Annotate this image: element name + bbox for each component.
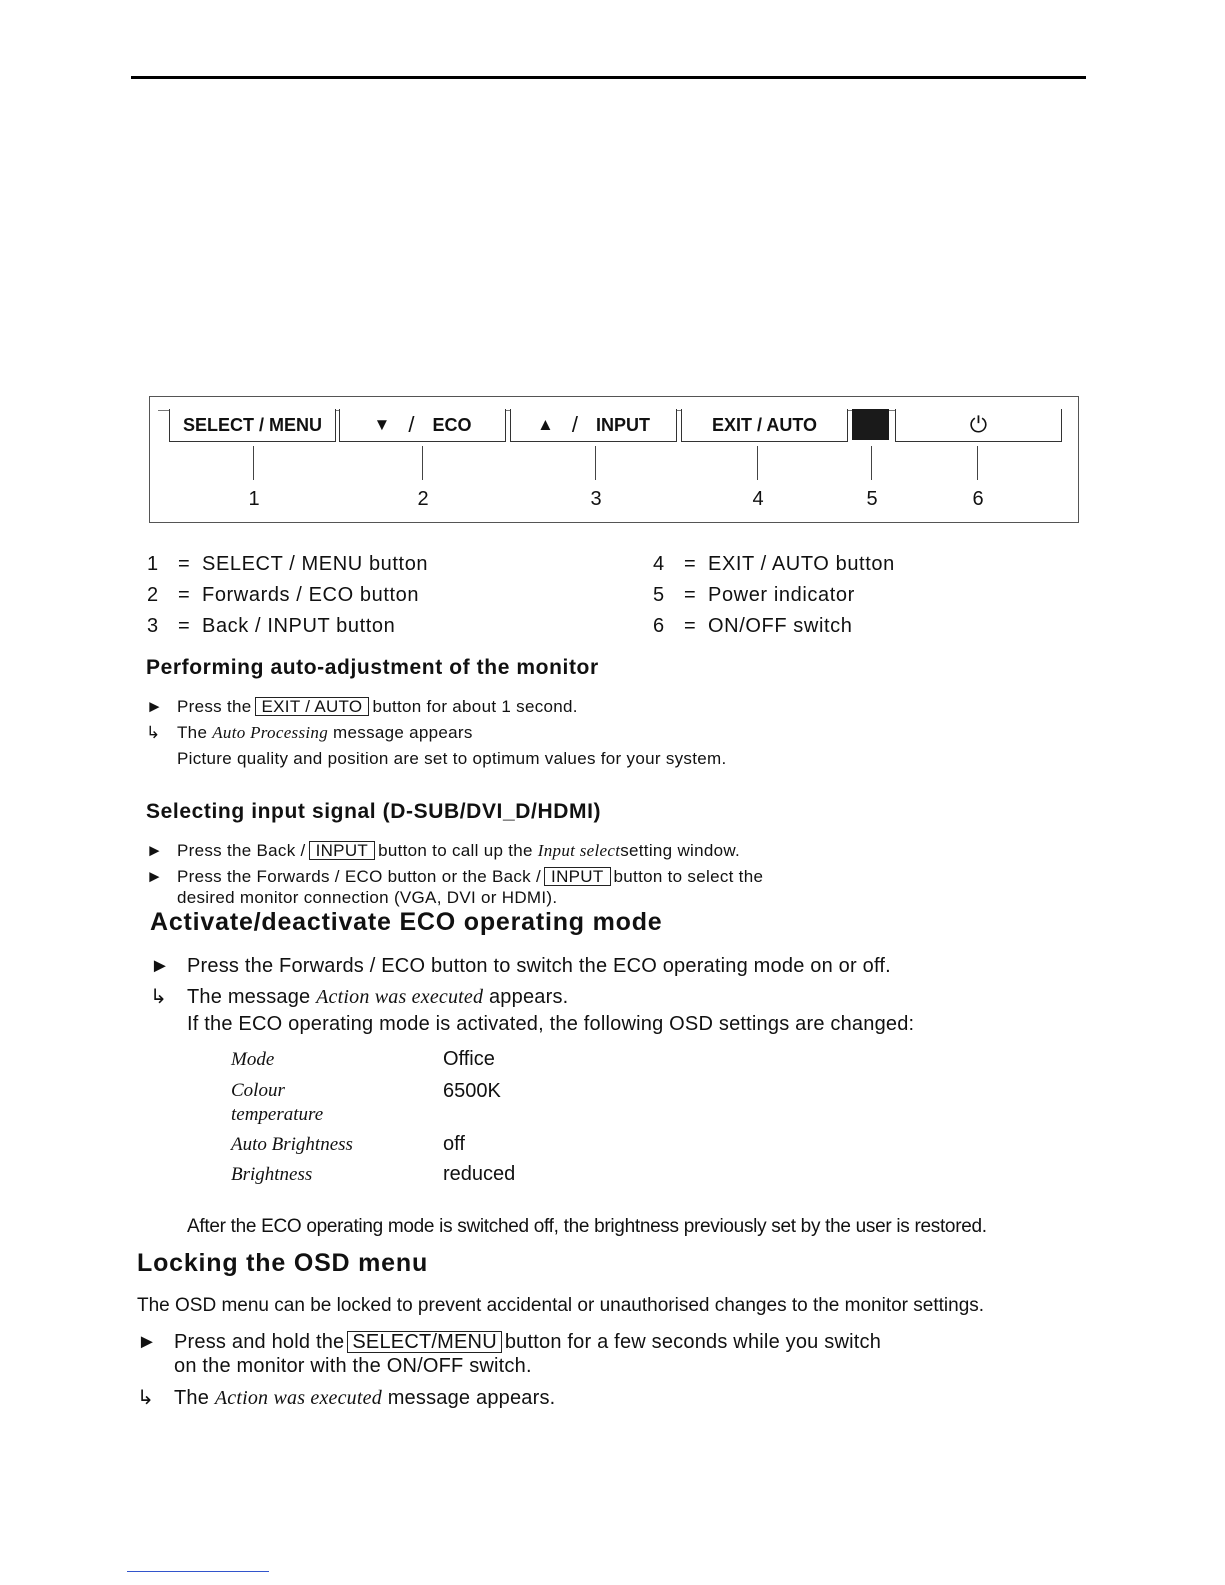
legend-text: ON/OFF switch [708, 615, 853, 637]
legend-equals: = [178, 584, 191, 606]
eco-label: ECO [432, 414, 472, 435]
callout-number: 1 [248, 488, 260, 510]
step-text: setting window. [620, 841, 741, 860]
key-label: INPUT [309, 841, 376, 860]
legend-equals: = [178, 615, 191, 637]
step-text: button for a few seconds while you switch [504, 1331, 882, 1353]
button-separator: / [408, 412, 415, 437]
osd-setting-value: 6500K [443, 1080, 501, 1102]
top-rule [131, 76, 1086, 79]
key-label: SELECT/MENU [347, 1331, 501, 1353]
step-text: Press the Forwards / ECO button to switch the ECO operating mode on or off. [187, 955, 891, 977]
callout-number: 3 [590, 488, 602, 510]
callout-number: 4 [752, 488, 764, 510]
legend-text: SELECT / MENU button [202, 553, 429, 575]
action-step [150, 955, 891, 978]
osd-setting-value: off [443, 1133, 465, 1155]
callout-line [595, 446, 596, 480]
exit-auto-label: EXIT / AUTO [711, 414, 817, 435]
osd-setting-label: Colour [231, 1080, 285, 1101]
callout-line [422, 446, 423, 480]
step-text: Press the Back / [177, 841, 306, 860]
section-heading: Locking the OSD menu [137, 1249, 429, 1277]
message-name: Action was executed [316, 986, 484, 1008]
osd-setting-label: Brightness [231, 1164, 313, 1185]
result-detail: Picture quality and position are set to optimum values for your system. [177, 749, 727, 768]
footer-link-underline [127, 1571, 269, 1572]
step-text: Press the Forwards / ECO button or the Back / [177, 867, 542, 886]
message-name: Auto Processing [212, 723, 329, 742]
button-separator: / [571, 412, 578, 437]
step-text: The [174, 1387, 210, 1409]
power-icon: ⏻ [969, 412, 988, 437]
action-arrow-icon: ► [150, 955, 170, 977]
section-heading: Performing auto-adjustment of the monitor [146, 656, 599, 679]
step-continuation: on the monitor with the ON/OFF switch. [174, 1355, 532, 1377]
action-arrow-icon: ► [146, 867, 164, 886]
action-step [146, 867, 763, 887]
section-heading: Activate/deactivate ECO operating mode [150, 908, 663, 936]
step-text: button to call up the [378, 841, 533, 860]
result-detail: If the ECO operating mode is activated, the following OSD settings are changed: [187, 1013, 915, 1035]
exit-auto-button [681, 409, 848, 442]
step-text: The message [187, 986, 311, 1008]
eco-button [339, 409, 506, 442]
input-button [510, 409, 677, 442]
callout-number: 6 [972, 488, 984, 510]
action-step [146, 697, 578, 717]
legend-number: 3 [147, 615, 159, 637]
legend-equals: = [684, 615, 697, 637]
step-text: Press the [177, 697, 252, 716]
osd-setting-label: Mode [231, 1049, 275, 1070]
action-arrow-icon: ► [146, 841, 164, 860]
callout-line [757, 446, 758, 480]
legend-text: Power indicator [708, 584, 855, 606]
action-step [137, 1331, 881, 1354]
eco-after-note: After the ECO operating mode is switched off, the brightness previously set by the user is restored. [187, 1216, 987, 1237]
action-arrow-icon: ► [146, 697, 164, 716]
section-heading: Selecting input signal (D-SUB/DVI_D/HDMI) [146, 800, 602, 823]
step-text: button for about 1 second. [372, 697, 578, 716]
legend-item [147, 553, 428, 576]
select-menu-label: SELECT / MENU [182, 414, 322, 435]
callout-line [871, 446, 872, 480]
power-indicator [852, 409, 889, 440]
legend-item [653, 584, 855, 607]
window-name: Input select [537, 841, 621, 860]
legend-equals: = [178, 553, 191, 575]
osd-setting-label: Auto Brightness [231, 1134, 353, 1155]
step-text: button to select the [613, 867, 764, 886]
legend-equals: = [684, 584, 697, 606]
result-arrow-icon: ↳ [146, 723, 161, 742]
result-arrow-icon: ↳ [150, 986, 167, 1008]
legend-text: Back / INPUT button [202, 615, 396, 637]
action-arrow-icon: ► [137, 1331, 157, 1353]
legend-number: 5 [653, 584, 665, 606]
osd-setting-value: Office [443, 1048, 495, 1070]
step-text: Press and hold the [174, 1331, 345, 1353]
down-triangle-icon: ▼ [373, 415, 391, 434]
power-switch [895, 409, 1062, 442]
select-menu-button [169, 409, 336, 442]
legend-text: EXIT / AUTO button [708, 553, 895, 575]
legend-equals: = [684, 553, 697, 575]
legend-number: 6 [653, 615, 665, 637]
legend-item [147, 615, 395, 638]
legend-item [147, 584, 419, 607]
up-triangle-icon: ▲ [537, 415, 554, 434]
legend-number: 2 [147, 584, 159, 606]
osd-setting-label: temperature [231, 1104, 324, 1125]
result-step [150, 984, 568, 1009]
legend-number: 1 [147, 553, 159, 575]
message-name: Action was executed [214, 1387, 382, 1409]
key-label: INPUT [544, 867, 611, 886]
legend-text: Forwards / ECO button [202, 584, 420, 606]
step-text: message appears. [387, 1387, 556, 1409]
callout-number: 5 [866, 488, 878, 510]
step-text: message appears [333, 723, 473, 742]
result-step [146, 723, 473, 743]
callout-number: 2 [417, 488, 429, 510]
action-step [146, 841, 740, 861]
callout-line [977, 446, 978, 480]
step-text: appears. [488, 986, 569, 1008]
osd-setting-value: reduced [443, 1163, 516, 1185]
step-continuation: desired monitor connection (VGA, DVI or HDMI). [177, 888, 558, 907]
legend-item [653, 553, 895, 576]
key-label: EXIT / AUTO [255, 697, 370, 716]
legend-item [653, 615, 852, 638]
legend-number: 4 [653, 553, 665, 575]
section-intro: The OSD menu can be locked to prevent accidental or unauthorised changes to the monitor settings. [137, 1295, 985, 1316]
callout-line [253, 446, 254, 480]
result-step [137, 1385, 555, 1410]
step-text: The [177, 723, 208, 742]
result-arrow-icon: ↳ [137, 1387, 154, 1409]
input-label: INPUT [595, 414, 650, 435]
